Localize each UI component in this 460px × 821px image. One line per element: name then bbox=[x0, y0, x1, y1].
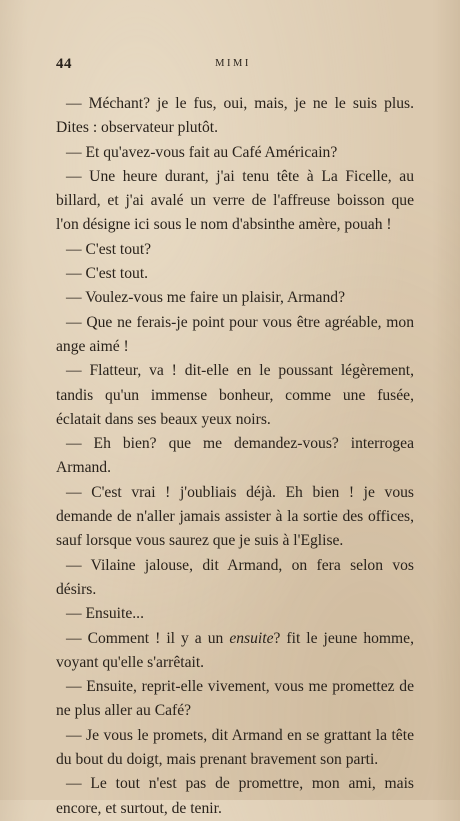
paragraph: — C'est tout. bbox=[66, 265, 149, 283]
paragraph: — Flatteur, va ! dit-elle en le poussant légèrement, tandis qu'un immense bonheur, comme une fusée, éclatait dans ses beaux yeux noirs. bbox=[56, 362, 414, 428]
paragraph: — Je vous le promets, dit Armand en se grattant la tête du bout du doigt, mais prenant bravement son parti. bbox=[56, 726, 414, 769]
paragraph: — Voulez-vous me faire un plaisir, Armand? bbox=[66, 289, 345, 307]
paragraph: — C'est tout? bbox=[66, 240, 152, 258]
paragraph-text: ? fit le jeune homme, voyant qu'elle s'arrêtait. bbox=[56, 629, 414, 671]
paragraph: — Ensuite... bbox=[66, 605, 144, 623]
running-head bbox=[56, 56, 410, 76]
paragraph: — Que ne ferais-je point pour vous être agréable, mon ange aimé ! bbox=[56, 313, 414, 355]
emphasized-word: ensuite bbox=[229, 629, 274, 647]
paragraph: — Le tout n'est pas de promettre, mon ami, mais encore, et surtout, de tenir. bbox=[56, 775, 414, 817]
page-number: 44 bbox=[56, 56, 72, 72]
paragraph: — Eh bien? que me demandez-vous? interrogea Armand. bbox=[56, 435, 414, 477]
paragraph bbox=[56, 627, 414, 676]
body-text bbox=[56, 92, 414, 821]
paragraph: — Méchant? je le fus, oui, mais, je ne le suis plus. Dites : observateur plutôt. bbox=[56, 95, 414, 137]
paragraph: — Une heure durant, j'ai tenu tête à La Ficelle, au billard, et j'ai avalé un verre de l'affreuse boisson que l'on désigne ici sous le nom d'absinthe amère, pouah ! bbox=[56, 167, 414, 234]
paragraph: — C'est vrai ! j'oubliais déjà. Eh bien ! je vous demande de n'aller jamais assister à la sortie des offices, sauf lorsque vous saurez que je suis à l'Eglise. bbox=[56, 483, 414, 550]
paragraph-text: — Comment ! il y a un bbox=[66, 629, 230, 647]
paragraph: — Vilaine jalouse, dit Armand, on fera selon vos désirs. bbox=[56, 556, 414, 598]
paragraph: — Et qu'avez-vous fait au Café Américain? bbox=[66, 143, 338, 161]
paragraph: — Ensuite, reprit-elle vivement, vous me promettez de ne plus aller au Café? bbox=[56, 678, 414, 720]
running-title: MIMI bbox=[215, 58, 251, 69]
